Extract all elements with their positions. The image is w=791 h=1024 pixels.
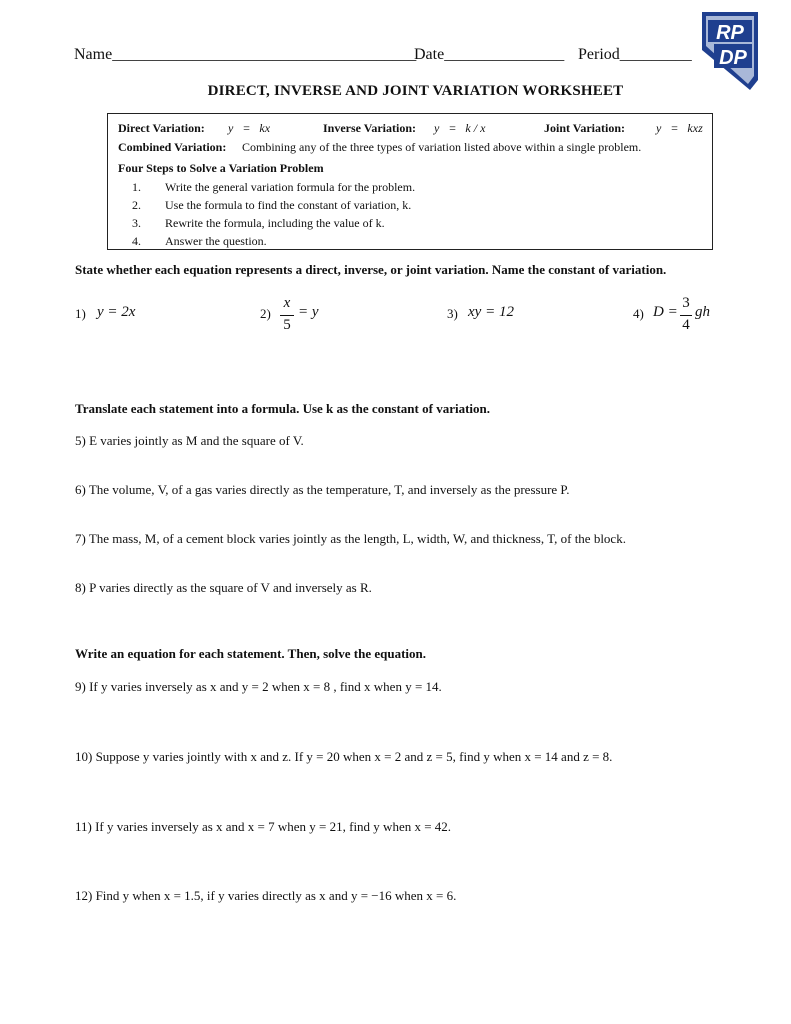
problem-number: 1) <box>75 306 86 321</box>
joint-variation-label: Joint Variation: <box>544 121 626 135</box>
problem-number: 2) <box>260 306 271 321</box>
problem-11: 11) If y varies inversely as x and x = 7 when y = 21, find y when x = 42. <box>75 819 452 834</box>
problem-4-fraction-bar <box>680 315 692 316</box>
problem-8: 8) P varies directly as the square of V and inversely as R. <box>75 580 372 595</box>
step-text: Answer the question. <box>165 234 267 248</box>
step-number: 3. <box>132 216 141 230</box>
problem-6: 6) The volume, V, of a gas varies directly as the temperature, T, and inversely as the pressure P. <box>75 482 570 497</box>
step-number: 2. <box>132 198 141 212</box>
section3-heading: Write an equation for each statement. Then, solve the equation. <box>75 646 426 661</box>
combined-variation-text: Combining any of the three types of variation listed above within a single problem. <box>242 140 642 154</box>
problem-2-denominator: 5 <box>283 317 291 333</box>
problem-4-numerator: 3 <box>682 295 690 311</box>
problem-2-rhs: = y <box>298 304 319 320</box>
name-field-label: Name______________________________________ <box>74 46 417 63</box>
steps-heading: Four Steps to Solve a Variation Problem <box>118 161 324 175</box>
logo-text-bottom: DP <box>719 47 747 69</box>
problem-1-equation: y = 2x <box>97 304 136 320</box>
problem-4-rhs: gh <box>695 304 710 320</box>
section1-heading: State whether each equation represents a direct, inverse, or joint variation. Name the constant of variation. <box>75 262 667 277</box>
date-field-label: Date_______________ <box>414 46 565 63</box>
step-number: 4. <box>132 234 141 248</box>
problem-number: 3) <box>447 306 458 321</box>
problem-number: 4) <box>633 306 644 321</box>
problem-10: 10) Suppose y varies jointly with x and z. If y = 20 when x = 2 and z = 5, find y when x = 14 and z = 8. <box>75 749 613 764</box>
section2-heading: Translate each statement into a formula. Use k as the constant of variation. <box>75 401 490 416</box>
step-number: 1. <box>132 180 141 194</box>
problem-12: 12) Find y when x = 1.5, if y varies directly as x and y = −16 when x = 6. <box>75 888 457 903</box>
step-text: Rewrite the formula, including the value of k. <box>165 216 385 230</box>
direct-variation-formula: y = kx <box>228 121 271 135</box>
joint-variation-formula: y = kxz <box>656 121 703 135</box>
combined-variation-label: Combined Variation: <box>118 140 227 154</box>
problem-7: 7) The mass, M, of a cement block varies jointly as the length, L, width, W, and thickness, T, of the block. <box>75 531 626 546</box>
step-text: Use the formula to find the constant of variation, k. <box>165 198 412 212</box>
problem-4-lhs: D = <box>653 304 678 320</box>
problem-5: 5) E varies jointly as M and the square of V. <box>75 433 304 448</box>
period-field-label: Period_________ <box>578 46 692 63</box>
step-text: Write the general variation formula for the problem. <box>165 180 416 194</box>
direct-variation-label: Direct Variation: <box>118 121 205 135</box>
logo-text-top: RP <box>716 22 744 44</box>
problem-2-numerator: x <box>283 295 291 311</box>
problem-4-denominator: 4 <box>682 317 690 333</box>
page-title: DIRECT, INVERSE AND JOINT VARIATION WORKSHEET <box>207 83 624 99</box>
rpdp-logo <box>700 10 760 92</box>
inverse-variation-formula: y = k / x <box>434 121 486 135</box>
problem-2-fraction-bar <box>280 315 294 316</box>
problem-9: 9) If y varies inversely as x and y = 2 when x = 8 , find x when y = 14. <box>75 679 442 694</box>
variation-reference-box <box>107 113 713 250</box>
problem-3-equation: xy = 12 <box>468 304 514 320</box>
inverse-variation-label: Inverse Variation: <box>323 121 416 135</box>
